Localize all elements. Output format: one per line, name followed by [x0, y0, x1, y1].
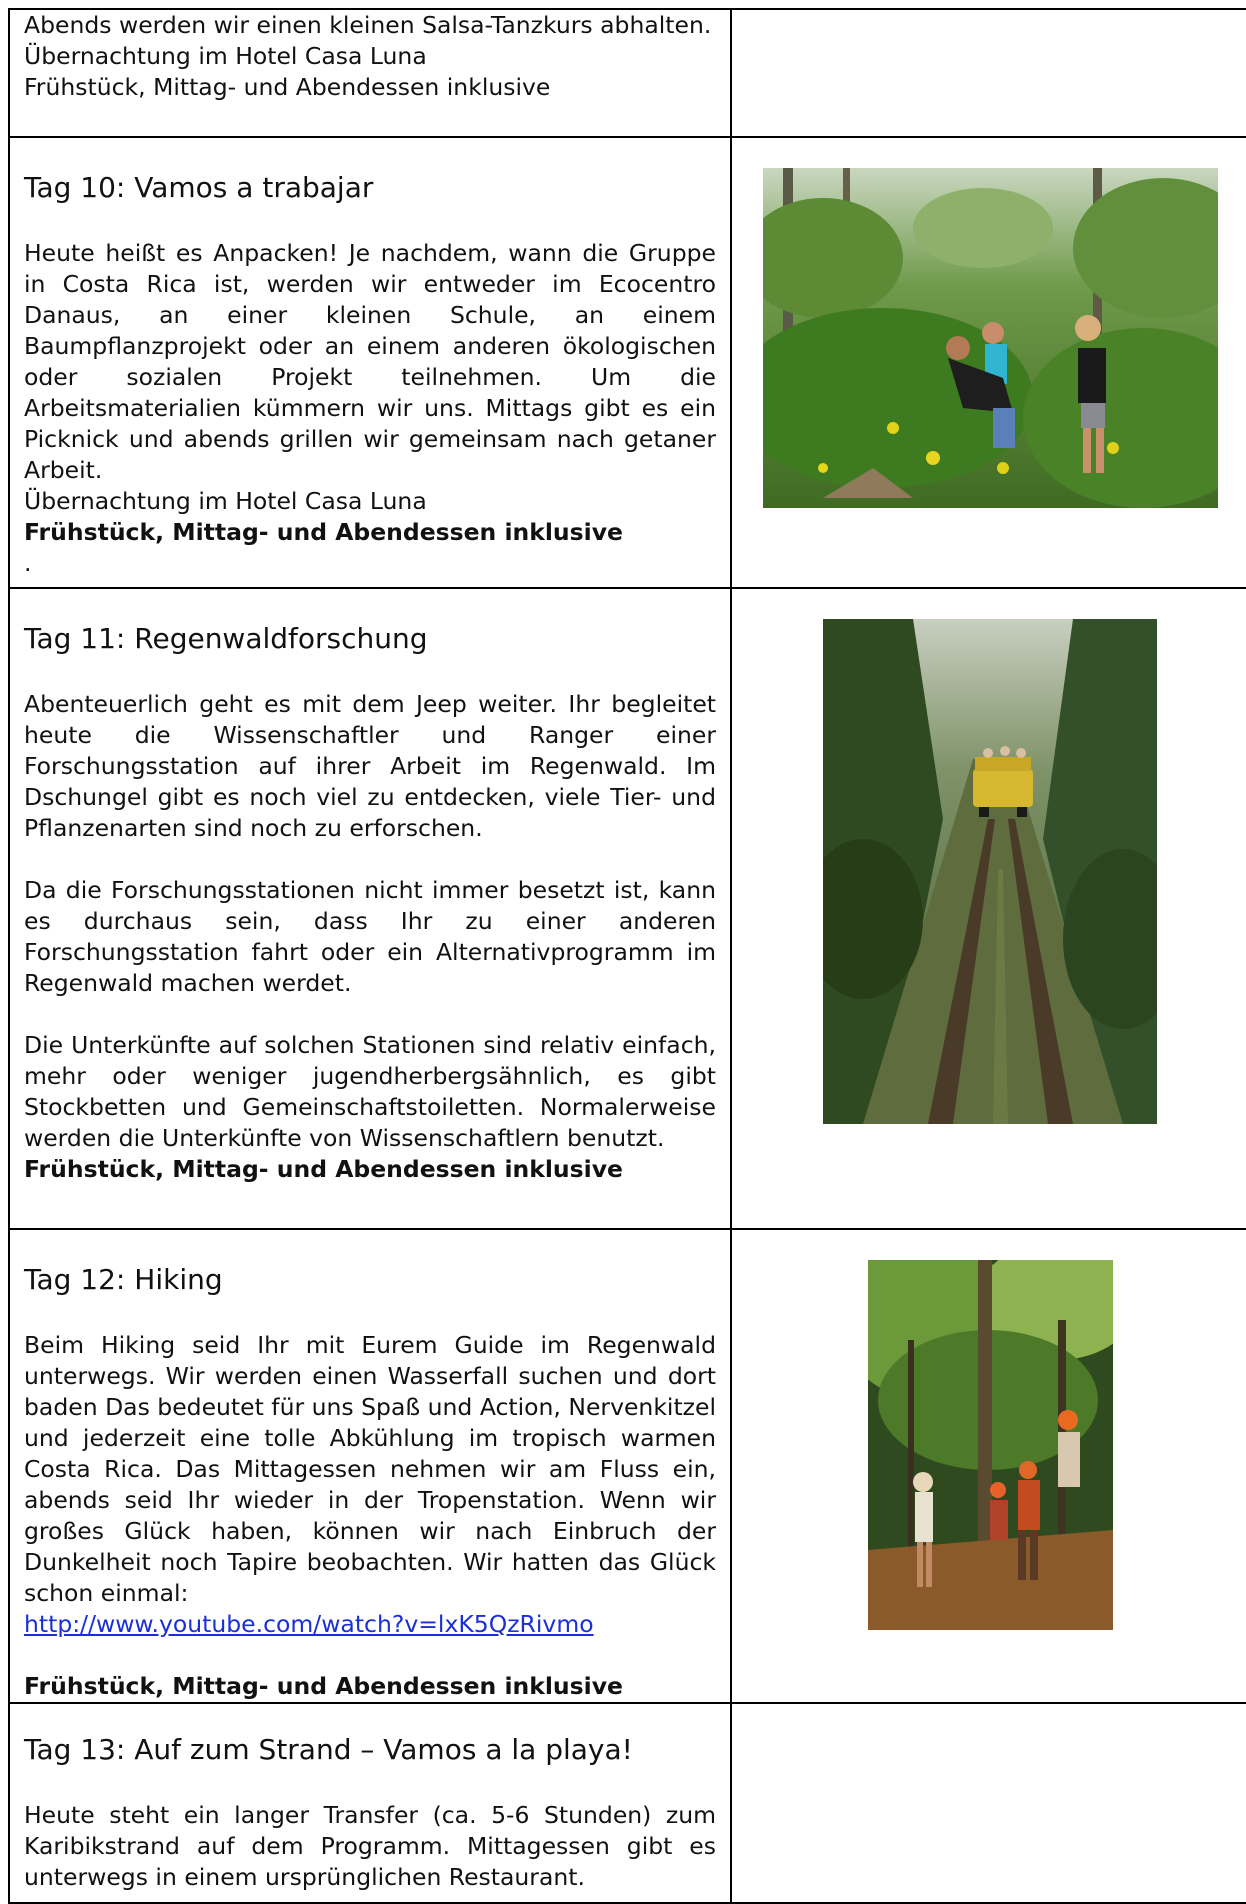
- table-row: [9, 588, 1246, 1229]
- empty-image-cell: [731, 1703, 1246, 1903]
- day-11-paragraph-2: Da die Forschungsstationen nicht immer besetzt ist, kann es durchaus sein, dass Ihr zu einer anderen Forschungsstation fahrt oder ein Alternativprogramm im Regenwald machen werdet.: [24, 876, 716, 997]
- day-11-paragraph-3: Die Unterkünfte auf solchen Stationen sind relativ einfach, mehr oder weniger jugendherbergsähnlich, es gibt Stockbetten und Gemeinschaftstoiletten. Normalerweise werden die Unterkünfte von Wissenschaftlern benutzt.: [24, 1031, 716, 1152]
- day-11-image-cell: [731, 588, 1246, 1229]
- day-12-text-cell: [9, 1229, 731, 1703]
- table-row: [9, 1703, 1246, 1903]
- work-group-photo: [763, 168, 1218, 508]
- jeep-trail-photo: [823, 619, 1157, 1124]
- meals-line: Frühstück, Mittag- und Abendessen inklusive: [24, 73, 551, 101]
- day-9-text-cell: [9, 9, 731, 137]
- table-row: [9, 137, 1246, 588]
- day-10-hotel: Übernachtung im Hotel Casa Luna: [24, 487, 427, 515]
- day-10-image-cell: [731, 137, 1246, 588]
- youtube-link[interactable]: http://www.youtube.com/watch?v=lxK5QzRivmo: [24, 1610, 594, 1638]
- day-12-body: Beim Hiking seid Ihr mit Eurem Guide im Regenwald unterwegs. Wir werden einen Wasserfall suchen und dort baden Das bedeutet für uns Spaß und Action, Nervenkitzel und jederzeit eine tolle Abkühlung im tropisch warmen Costa Rica. Das Mittagessen nehmen wir am Fluss ein, abends seid Ihr wieder in der Tropenstation. Wenn wir großes Glück haben, können wir nach Einbruch der Dunkelheit noch Tapire beobachten. Wir hatten das Glück schon einmal:: [24, 1331, 716, 1607]
- day-12-meals: Frühstück, Mittag- und Abendessen inklusive: [24, 1672, 623, 1700]
- day-12-image-cell: [731, 1229, 1246, 1703]
- hiking-group-photo: [868, 1260, 1113, 1630]
- day-13-text-cell: [9, 1703, 731, 1903]
- day-13-title: Tag 13: Auf zum Strand – Vamos a la playa!: [24, 1733, 633, 1766]
- day-11-paragraph-1: Abenteuerlich geht es mit dem Jeep weiter. Ihr begleitet heute die Wissenschaftler und Ranger einer Forschungsstation auf ihrer Arbeit im Regenwald. Im Dschungel gibt es noch viel zu entdecken, viele Tier- und Pflanzenarten sind noch zu erforschen.: [24, 690, 716, 842]
- hotel-line: Übernachtung im Hotel Casa Luna: [24, 42, 427, 70]
- table-row: [9, 9, 1246, 137]
- day-10-trailing: .: [24, 549, 32, 577]
- day-10-body: Heute heißt es Anpacken! Je nachdem, wann die Gruppe in Costa Rica ist, werden wir entweder im Ecocentro Danaus, an einer kleinen Schule, an einem Baumpflanzprojekt oder an einem anderen ökologischen oder sozialen Projekt teilnehmen. Um die Arbeitsmaterialien kümmern wir uns. Mittags gibt es ein Picknick und abends grillen wir gemeinsam nach getaner Arbeit.: [24, 239, 716, 484]
- day-10-title: Tag 10: Vamos a trabajar: [24, 171, 374, 204]
- day-10-meals: Frühstück, Mittag- und Abendessen inklusive: [24, 518, 623, 546]
- itinerary-page: [8, 8, 1246, 1891]
- day-11-meals: Frühstück, Mittag- und Abendessen inklusive: [24, 1155, 623, 1183]
- day-10-text-cell: [9, 137, 731, 588]
- salsa-line: Abends werden wir einen kleinen Salsa-Tanzkurs abhalten.: [24, 11, 712, 39]
- itinerary-table: [8, 8, 1246, 1904]
- day-11-text-cell: [9, 588, 731, 1229]
- day-11-title: Tag 11: Regenwaldforschung: [24, 622, 428, 655]
- empty-image-cell: [731, 9, 1246, 137]
- day-12-title: Tag 12: Hiking: [24, 1263, 223, 1296]
- table-row: [9, 1229, 1246, 1703]
- day-13-body: Heute steht ein langer Transfer (ca. 5-6 Stunden) zum Karibikstrand auf dem Programm. Mittagessen gibt es unterwegs in einem ursprünglichen Restaurant.: [24, 1801, 716, 1891]
